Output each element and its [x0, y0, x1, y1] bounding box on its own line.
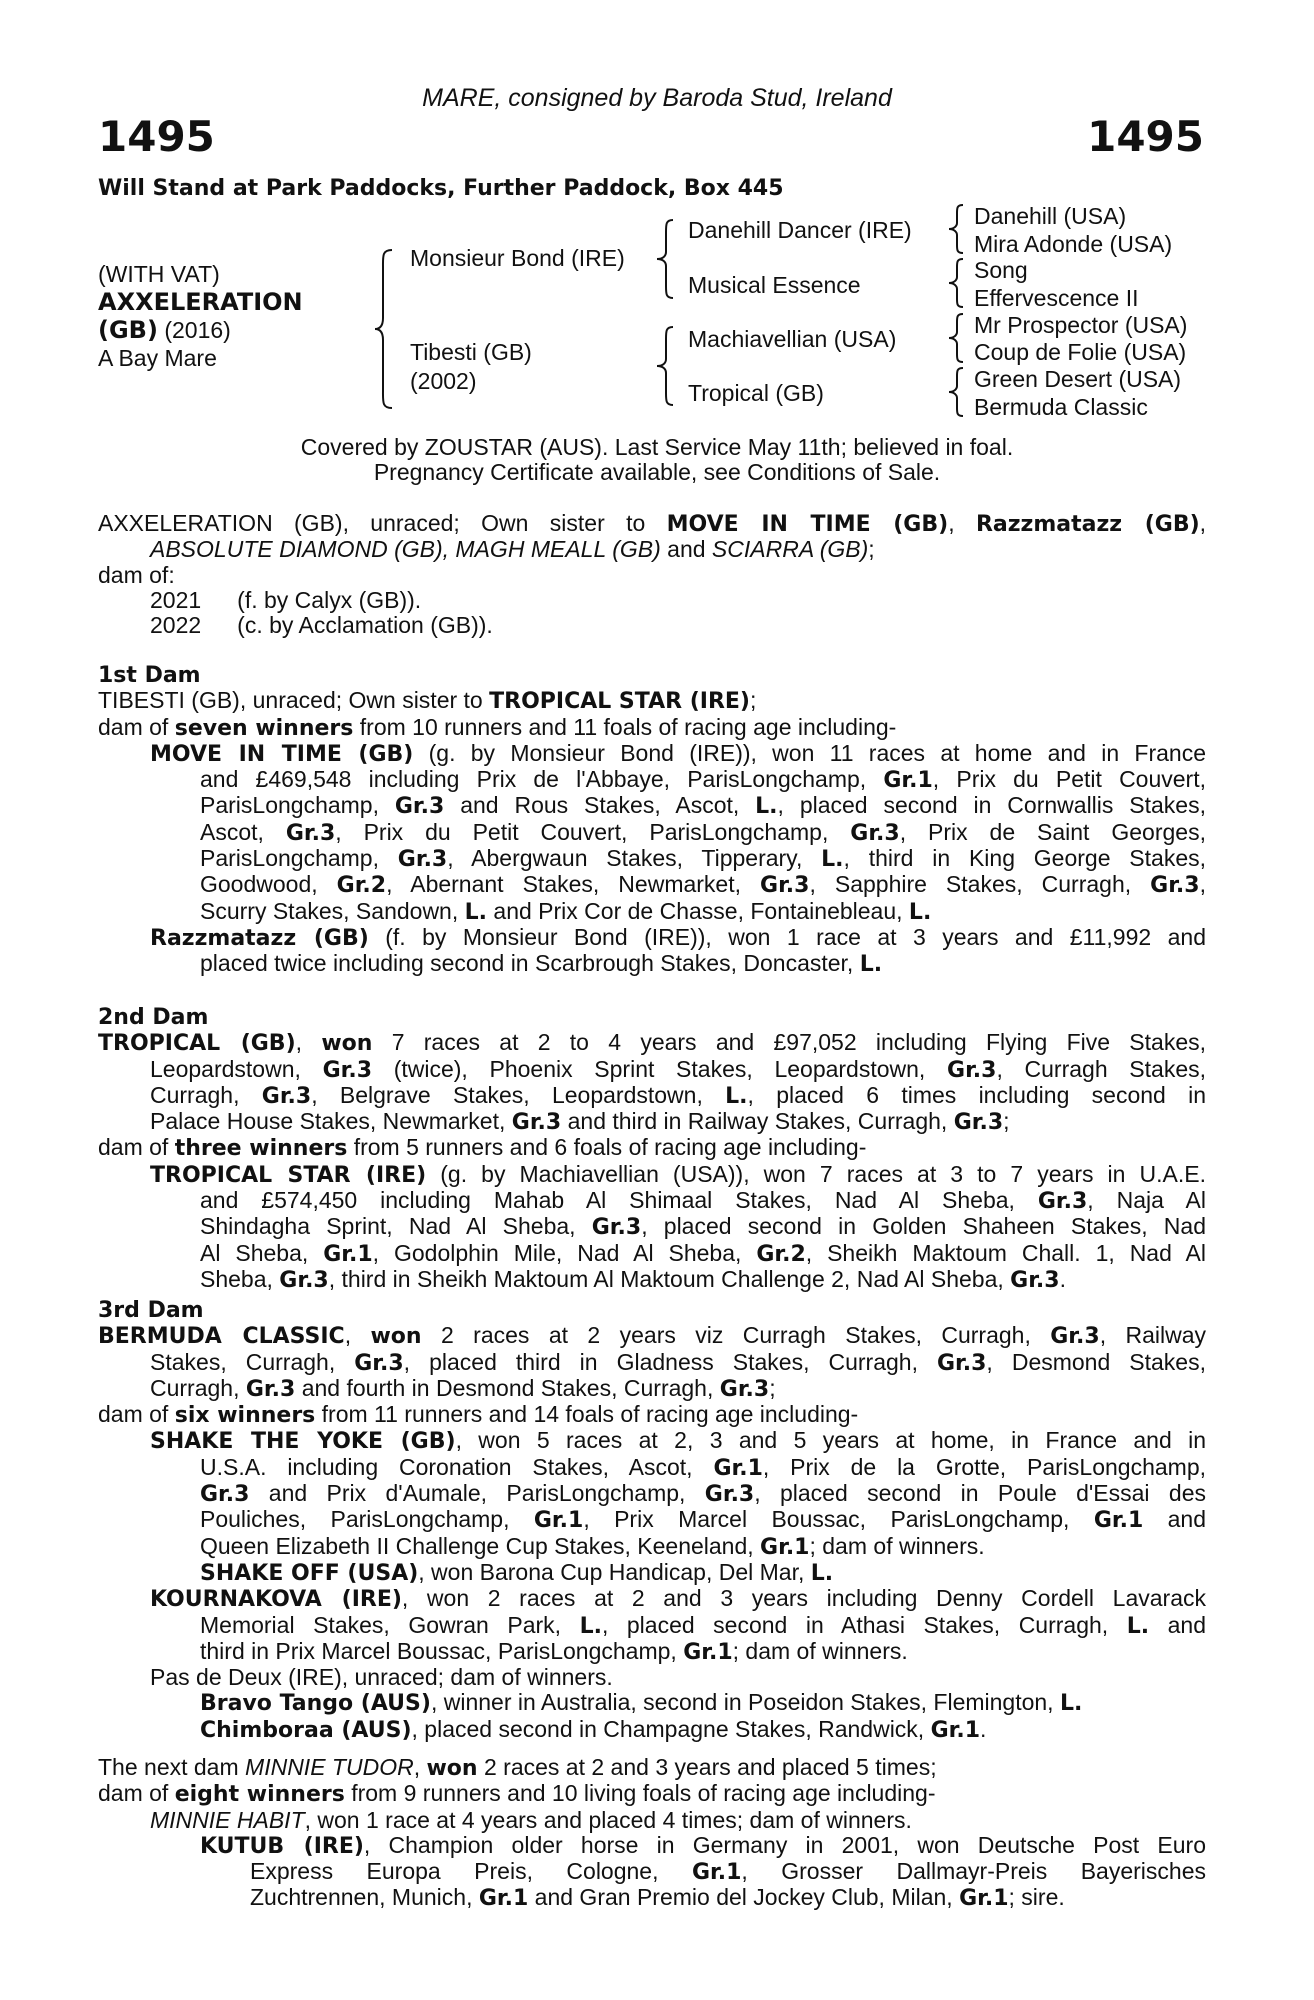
pedigree-g2: Mira Adonde (USA): [974, 231, 1173, 257]
pedigree-brace-g12: [946, 203, 966, 255]
produce-year: 2021: [150, 586, 202, 613]
pedigree-brace-dam: [654, 325, 676, 407]
first-dam-section: 1st Dam TIBESTI (GB), unraced; Own sister to TROPICAL STAR (IRE); dam of seven winners from 10 runners and 11 foals of racing age including- MOVE IN TIME (GB) (g. by Monsieur Bond (IRE)), won 11 races at home and in France and £469,548 including Prix de l'Abbaye, ParisLongchamp, Gr.1, Prix du Petit Couvert, ParisLongchamp, Gr.3 and Rous Stakes, Ascot, L., placed second in Cornwallis Stakes, Ascot, Gr.3, Prix du Petit Couvert, ParisLongchamp, Gr.3, Prix de Saint Georges, ParisLongchamp, Gr.3, Abergwaun Stakes, Tipperary, L., third in King George Stakes, Goodwood, Gr.2, Abernant Stakes, Newmarket, Gr.3, Sapphire Stakes, Curragh, Gr.3, Scurry Stakes, Sandown, L. and Prix Cor de Chasse, Fontainebleau, L. Razzmatazz (GB) (f. by Monsieur Bond (IRE)), won 1 race at 3 years and £11,992 and placed twice including second in Scarbrough Stakes, Doncaster, L.: [98, 663, 1207, 978]
first-dam-heading: 1st Dam: [98, 663, 201, 688]
progeny-name: KOURNAKOVA (IRE): [150, 1587, 402, 1613]
pedigree-g8: Bermuda Classic: [974, 394, 1148, 420]
pedigree-g7: Green Desert (USA): [974, 366, 1182, 392]
pedigree-g6: Coup de Folie (USA): [974, 339, 1187, 365]
progeny-name: SHAKE THE YOKE (GB): [150, 1429, 456, 1455]
dam-name: BERMUDA CLASSIC: [98, 1324, 345, 1350]
horse-name: AXXELERATION: [98, 288, 303, 316]
progeny-name: SHAKE OFF (USA): [200, 1560, 419, 1586]
pedigree-sire-dam: Musical Essence: [688, 272, 861, 298]
second-dam-heading: 2nd Dam: [98, 1005, 209, 1030]
pedigree-g5: Mr Prospector (USA): [974, 312, 1188, 338]
pedigree-brace-g78: [946, 366, 966, 418]
pedigree-g3: Song: [974, 257, 1028, 283]
sibling-move-in-time: MOVE IN TIME (GB): [666, 512, 949, 537]
progeny-name: KUTUB (IRE): [200, 1833, 364, 1859]
covering-line-1: Covered by ZOUSTAR (AUS). Last Service May 11th; believed in foal.: [300, 434, 1014, 460]
pedigree-brace-main: [372, 248, 396, 410]
horse-block: [98, 260, 303, 372]
second-dam-section: 2nd Dam TROPICAL (GB), won 7 races at 2 to 4 years and £97,052 including Flying Five Stakes, Leopardstown, Gr.3 (twice), Phoenix Sprint Stakes, Leopardstown, Gr.3, Curragh Stakes, Curragh, Gr.3, Belgrave Stakes, Leopardstown, L., placed 6 times including second in Palace House Stakes, Newmarket, Gr.3 and third in Railway Stakes, Curragh, Gr.3; dam of three winners from 5 runners and 6 foals of racing age including- TROPICAL STAR (IRE) (g. by Machiavellian (USA)), won 7 races at 3 to 7 years in U.A.E. and £574,450 including Mahab Al Shimaal Stakes, Nad Al Sheba, Gr.3, Naja Al Shindagha Sprint, Nad Al Sheba, Gr.3, placed second in Golden Shaheen Stakes, Nad Al Sheba, Gr.1, Godolphin Mile, Nad Al Sheba, Gr.2, Sheikh Maktoum Chall. 1, Nad Al Sheba, Gr.3, third in Sheikh Maktoum Al Maktoum Challenge 2, Nad Al Sheba, Gr.3.: [98, 1005, 1207, 1293]
horse-year: (2016): [164, 317, 231, 343]
progeny-name: MOVE IN TIME (GB): [150, 741, 414, 767]
pedigree-sire-sire: Danehill Dancer (IRE): [688, 217, 912, 243]
pedigree-brace-g56: [946, 312, 966, 364]
produce-year: 2022: [150, 612, 202, 639]
dam-name: TROPICAL (GB): [98, 1031, 296, 1057]
consignment-line: MARE, consigned by Baroda Stud, Ireland: [422, 84, 892, 112]
progeny-name: Chimboraa (AUS): [200, 1717, 412, 1743]
progeny-name: TROPICAL STAR (IRE): [150, 1162, 427, 1188]
third-dam-section: 3rd Dam BERMUDA CLASSIC, won 2 races at 2 years viz Curragh Stakes, Curragh, Gr.3, Railway Stakes, Curragh, Gr.3, placed third in Gladness Stakes, Curragh, Gr.3, Desmond Stakes, Curragh, Gr.3 and fourth in Desmond Stakes, Curragh, Gr.3; dam of six winners from 11 runners and 14 foals of racing age including- SHAKE THE YOKE (GB), won 5 races at 2, 3 and 5 years at home, in France and in U.S.A. including Coronation Stakes, Ascot, Gr.1, Prix de la Grotte, ParisLongchamp, Gr.3 and Prix d'Aumale, ParisLongchamp, Gr.3, placed second in Poule d'Essai des Pouliches, ParisLongchamp, Gr.1, Prix Marcel Boussac, ParisLongchamp, Gr.1 and Queen Elizabeth II Challenge Cup Stakes, Keeneland, Gr.1; dam of winners. SHAKE OFF (USA), won Barona Cup Handicap, Del Mar, L. KOURNAKOVA (IRE), won 2 races at 2 and 3 years including Denny Cordell Lavarack Memorial Stakes, Gowran Park, L., placed second in Athasi Stakes, Curragh, L. and third in Prix Marcel Boussac, ParisLongchamp, Gr.1; dam of winners. Pas de Deux (IRE), unraced; dam of winners. Bravo Tango (AUS), winner in Australia, second in Poseidon Stakes, Flemington, L. Chimboraa (AUS), placed second in Champagne Stakes, Randwick, Gr.1.: [98, 1298, 1207, 1743]
pedigree-brace-sire: [654, 218, 676, 300]
next-dam-section: The next dam MINNIE TUDOR, won 2 races at 2 and 3 years and placed 5 times; dam of eight winners from 9 runners and 10 living foals of racing age including- MINNIE HABIT, won 1 race at 4 years and placed 4 times; dam of winners. KUTUB (IRE), Champion older horse in Germany in 2001, won Deutsche Post Euro Express Europa Preis, Cologne, Gr.1, Grosser Dallmayr-Preis Bayerisches Zuchtrennen, Munich, Gr.1 and Gran Premio del Jockey Club, Milan, Gr.1; sire.: [98, 1754, 1206, 1912]
covering-line-2: Pregnancy Certificate available, see Conditions of Sale.: [373, 459, 941, 485]
progeny-name: Bravo Tango (AUS): [200, 1691, 431, 1717]
lot-number-left: 1495: [98, 112, 215, 161]
covering-info: [0, 435, 1314, 485]
sibling-razzmatazz: Razzmatazz (GB): [975, 512, 1200, 537]
pedigree-g1: Danehill (USA): [974, 203, 1127, 229]
third-dam-heading: 3rd Dam: [98, 1298, 204, 1323]
lot-number-right: 1495: [1087, 112, 1204, 161]
pedigree-g4: Effervescence II: [974, 285, 1139, 311]
horse-country: (GB): [98, 316, 158, 344]
horse-description: A Bay Mare: [98, 345, 217, 371]
vat-label: (WITH VAT): [98, 261, 220, 287]
intro-paragraph: AXXELERATION (GB), unraced; Own sister to MOVE IN TIME (GB), Razzmatazz (GB), ABSOLUTE DIAMOND (GB), MAGH MEALL (GB) and SCIARRA (GB); dam of: 2021 (f. by Calyx (GB)). 2022 (c. by Acclamation (GB)).: [98, 510, 1207, 639]
pedigree-sire: Monsieur Bond (IRE): [410, 245, 625, 271]
pedigree-dam-dam: Tropical (GB): [688, 380, 824, 406]
stand-info: Will Stand at Park Paddocks, Further Paddock, Box 445: [98, 176, 784, 201]
pedigree-dam: Tibesti (GB): [410, 339, 532, 365]
pedigree-dam-year: (2002): [410, 368, 477, 394]
pedigree-dam-sire: Machiavellian (USA): [688, 326, 897, 352]
progeny-name: Razzmatazz (GB): [150, 925, 369, 951]
pedigree-brace-g34: [946, 257, 966, 309]
